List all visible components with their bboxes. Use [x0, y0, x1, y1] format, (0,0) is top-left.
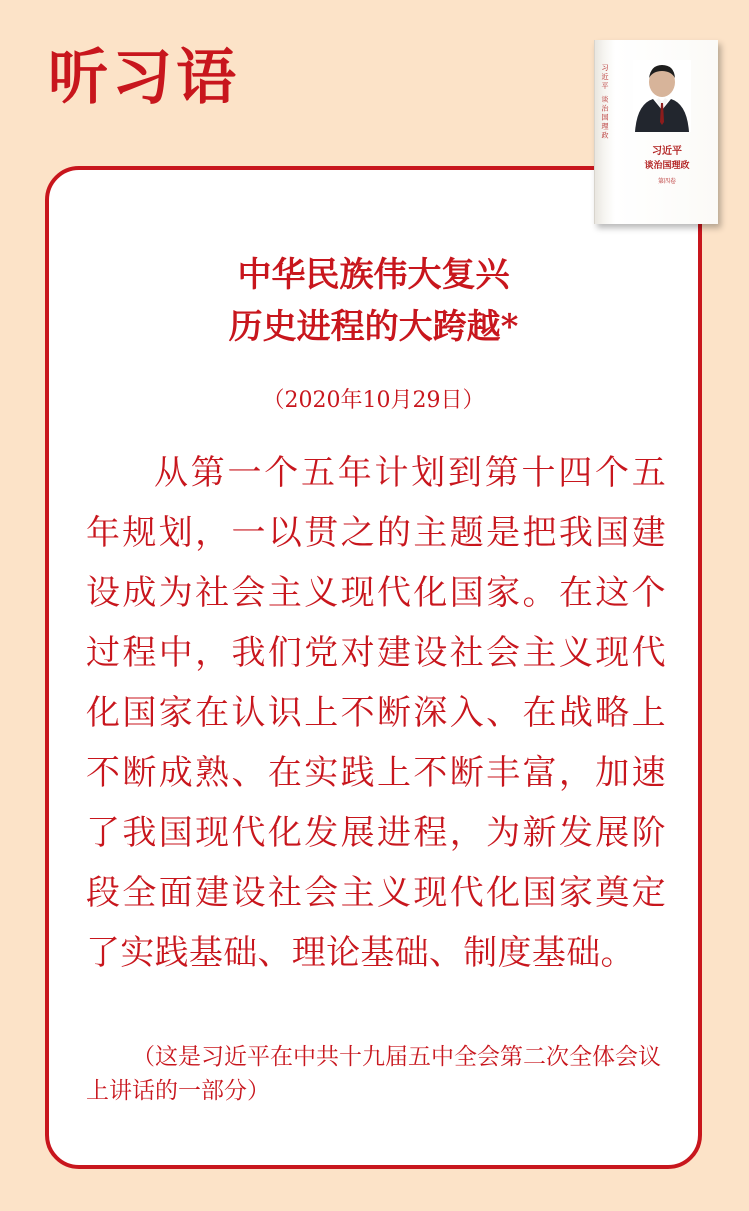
- book-spine-text: 习近平 谈治国理政: [601, 64, 609, 141]
- article-date: （2020年10月29日）: [262, 388, 485, 413]
- source-note: （这是习近平在中共十九届五中全会第二次全体会议上讲话的一部分）: [86, 1044, 661, 1104]
- brand-title: 听习语: [48, 43, 240, 113]
- article-title-line-1: 中华民族伟大复兴: [237, 255, 510, 295]
- author-portrait-icon: [633, 60, 691, 132]
- book-author: 习近平: [652, 146, 682, 157]
- article-title-line-2: 历史进程的大跨越*: [228, 307, 519, 347]
- article-body: 从第一个五年计划到第十四个五年规划，一以贯之的主题是把我国建设成为社会主义现代化国家。在这个过程中，我们党对建设社会主义现代化国家在认识上不断深入、在战略上不断成熟、在实践上不断丰富，加速了我国现代化发展进程，为新发展阶段全面建设社会主义现代化国家奠定了实践基础、理论基础、制度基础。: [86, 453, 666, 973]
- book-cover-image: [594, 40, 718, 224]
- book-title: 谈治国理政: [644, 161, 690, 171]
- book-volume: 第四卷: [657, 178, 676, 185]
